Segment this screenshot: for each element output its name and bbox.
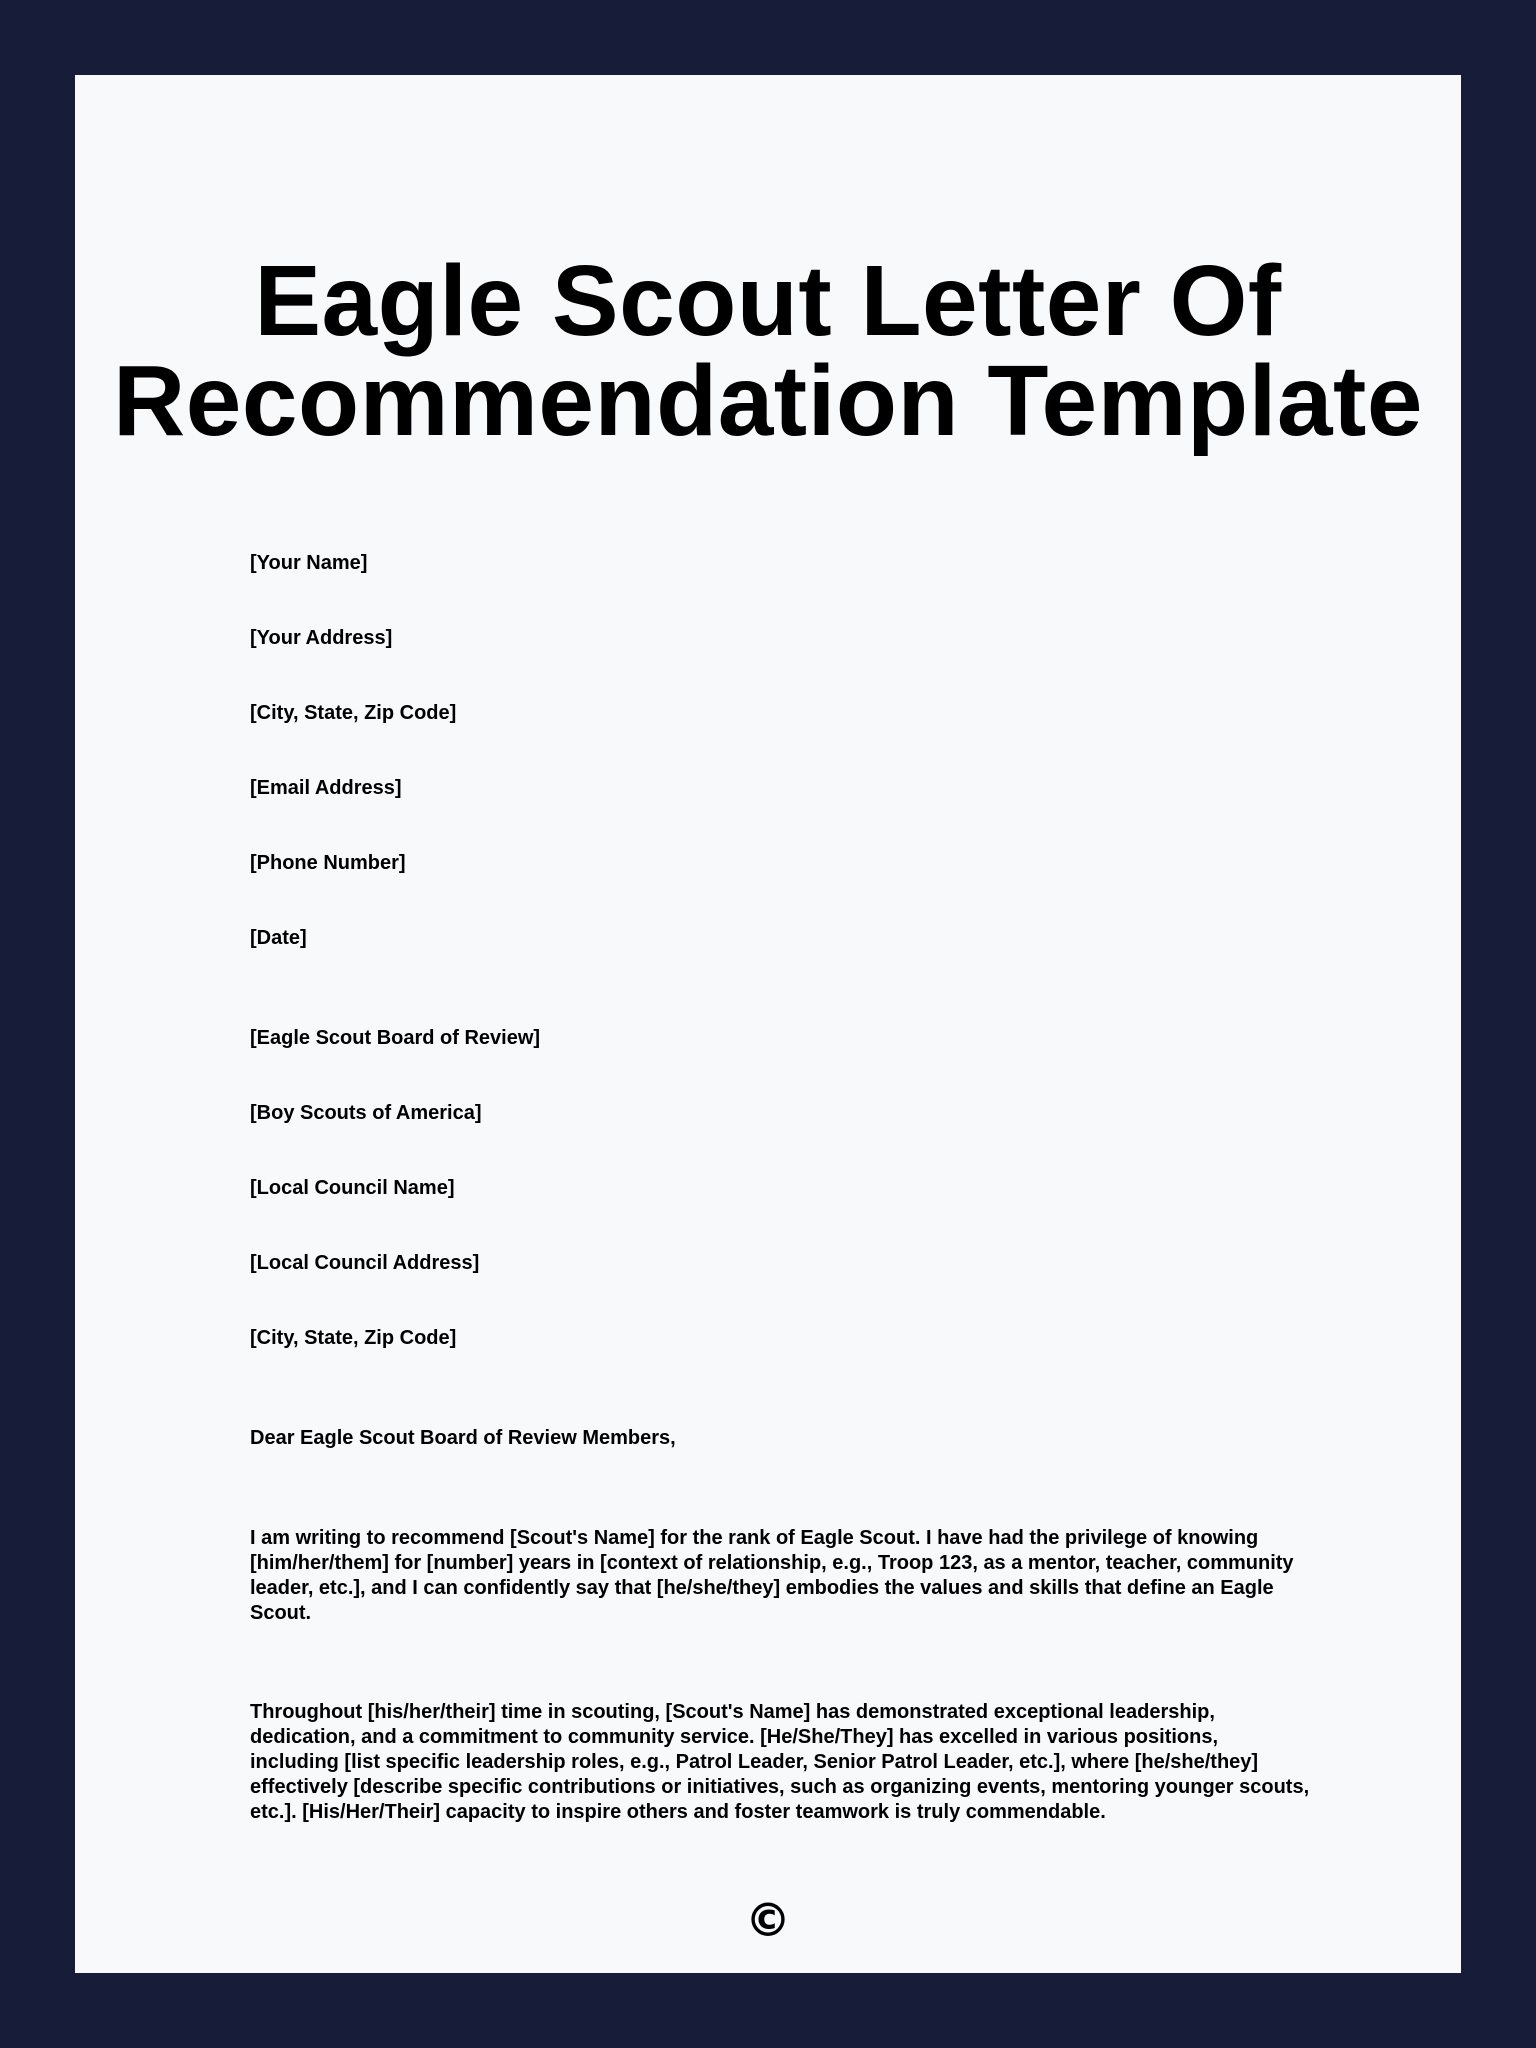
letter-page — [75, 75, 1461, 1973]
page-title — [75, 245, 1461, 457]
sender-name: [Your Name] — [250, 552, 368, 574]
copyright-icon: © — [745, 1893, 791, 1947]
sender-email: [Email Address] — [250, 777, 402, 799]
recipient-council-name: [Local Council Name] — [250, 1177, 455, 1199]
recipient-city-state-zip: [City, State, Zip Code] — [250, 1327, 457, 1349]
letter-date: [Date] — [250, 927, 307, 949]
sender-address: [Your Address] — [250, 627, 393, 649]
sender-phone: [Phone Number] — [250, 852, 406, 874]
body-paragraph-1: I am writing to recommend [Scout's Name] for the rank of Eagle Scout. I have had the privilege of knowing [him/her/them] for [number] years in [context of relationship, e.g., Troop 123, as a mentor, teacher, community leader, etc.], and I can confidently say that [he/she/they] embodies the values and skills that define an Eagle Scout. — [250, 1527, 1294, 1624]
recipient-organization: [Boy Scouts of America] — [250, 1102, 482, 1124]
recipient-board: [Eagle Scout Board of Review] — [250, 1027, 541, 1049]
title-line-2: Recommendation Template — [113, 345, 1423, 457]
body-paragraph-2: Throughout [his/her/their] time in scouting, [Scout's Name] has demonstrated exceptional leadership, dedication, and a commitment to community service. [He/She/They] has excelled in various positions, including [list specific leadership roles, e.g., Patrol Leader, Senior Patrol Leader, etc.], where [he/she/they] effectively [describe specific contributions or initiatives, such as organizing events, mentoring younger scouts, etc.]. [His/Her/Their] capacity to inspire others and foster teamwork is truly commendable. — [250, 1701, 1310, 1823]
title-line-1: Eagle Scout Letter Of — [254, 245, 1282, 357]
salutation: Dear Eagle Scout Board of Review Members, — [250, 1427, 676, 1449]
recipient-council-address: [Local Council Address] — [250, 1252, 480, 1274]
sender-city-state-zip: [City, State, Zip Code] — [250, 702, 457, 724]
